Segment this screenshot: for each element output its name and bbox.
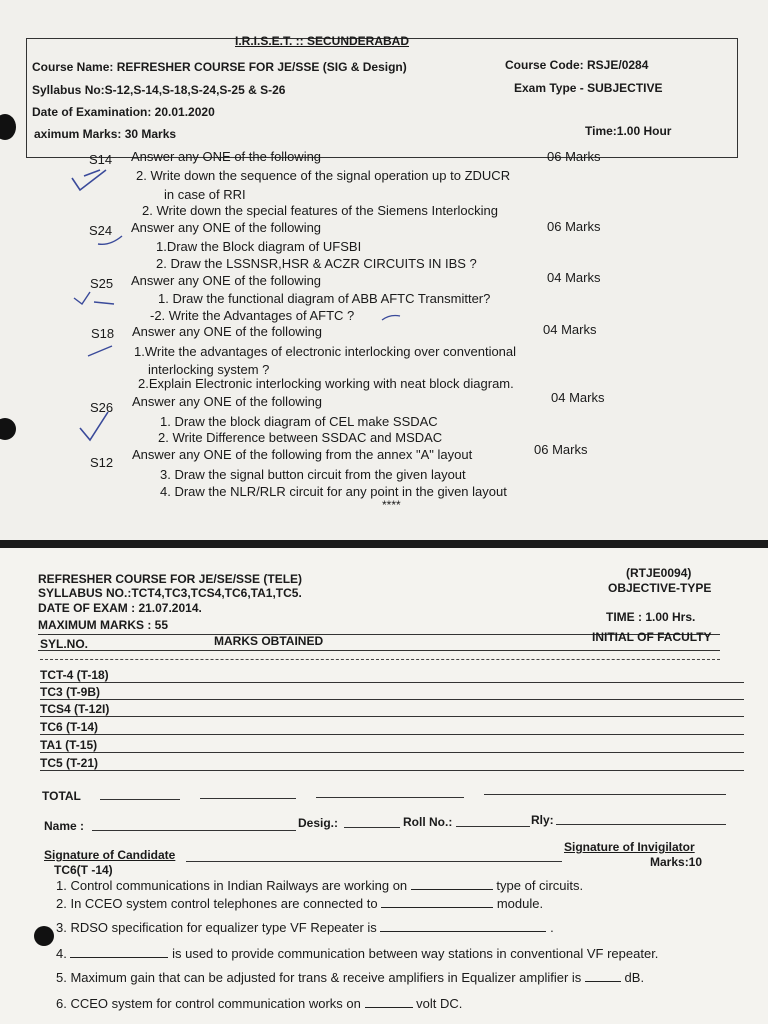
punch-hole [34,926,54,946]
roll-label: Roll No.: [403,815,453,829]
question: 3. Draw the signal button circuit from the given layout [160,467,466,482]
syllabus: Syllabus No:S-12,S-14,S-18,S-24,S-25 & S-26 [32,83,286,97]
question: -2. Write the Advantages of AFTC ? [150,308,355,323]
course-code: Course Code: RSJE/0284 [505,58,649,72]
tick-mark [380,312,402,324]
section-marks: 04 Marks [547,270,601,285]
table-row: TC3 (T-9B) [40,685,100,699]
section-code: S14 [89,152,113,167]
tick-mark [86,342,116,360]
institute-title: I.R.I.S.E.T. :: SECUNDERABAD [235,34,410,48]
section-title: TC6(T -14) [54,863,113,877]
punch-hole [0,114,16,140]
section-marks: 04 Marks [551,390,605,405]
question-1: 1. Control communications in Indian Railways are working on type of circuits. [56,878,584,893]
tick-mark [70,166,110,194]
section-instruction: Answer any ONE of the following [131,149,322,164]
section-marks: 06 Marks [547,149,601,164]
question-5: 5. Maximum gain that can be adjusted for trans & receive amplifiers in Equalizer amplifier is dB. [56,970,645,985]
section-code: S26 [90,400,114,415]
question: interlocking system ? [148,362,270,377]
tick-mark [78,410,110,442]
table-row: TC6 (T-14) [40,720,99,734]
section-instruction: Answer any ONE of the following [132,324,323,339]
section-instruction: Answer any ONE of the following from the annex "A" layout [132,447,473,462]
section-code: S24 [89,223,113,238]
end-mark: **** [382,498,401,512]
section-code: S12 [90,455,114,470]
question: 2. Write down the special features of the Siemens Interlocking [142,203,499,218]
section-code: S18 [91,326,115,341]
rly-label: Rly: [531,813,554,827]
exam-time: Time:1.00 Hour [585,124,672,138]
name-label: Name : [44,819,85,833]
col-syl-no: SYL.NO. [40,637,89,651]
course-title: REFRESHER COURSE FOR JE/SE/SSE (TELE) [38,572,303,586]
question-4: 4. is used to provide communication between way stations in conventional VF repeater. [56,946,659,961]
question: 1. Draw the block diagram of CEL make SSDAC [160,414,438,429]
question: 2.Explain Electronic interlocking working with neat block diagram. [138,376,514,391]
question: in case of RRI [164,187,246,202]
question-3: 3. RDSO specification for equalizer type VF Repeater is . [56,920,554,935]
question: 1.Draw the Block diagram of UFSBI [156,239,362,254]
section-marks: 04 Marks [543,322,597,337]
question: 2. Draw the LSSNSR,HSR & ACZR CIRCUITS IN IBS ? [156,256,477,271]
max-marks: MAXIMUM MARKS : 55 [38,618,169,632]
section-instruction: Answer any ONE of the following [131,273,322,288]
col-marks-obtained: MARKS OBTAINED [214,634,324,648]
course-code: (RTJE0094) [626,566,692,580]
signature-invigilator: Signature of Invigilator [564,840,695,854]
section-marks: 06 Marks [534,442,588,457]
question-2: 2. In CCEO system control telephones are connected to module. [56,896,544,911]
table-row: TA1 (T-15) [40,738,98,752]
section-instruction: Answer any ONE of the following [132,394,323,409]
table-row: TC5 (T-21) [40,756,99,770]
desig-label: Desig.: [298,816,339,830]
total-label: TOTAL [42,789,81,803]
col-initial-faculty: INITIAL OF FACULTY [592,630,712,644]
question: 1.Write the advantages of electronic interlocking over conventional [134,344,517,359]
question: 1. Draw the functional diagram of ABB AFTC Transmitter? [158,291,491,306]
table-row: TCT-4 (T-18) [40,668,109,682]
exam-type: Exam Type - SUBJECTIVE [514,81,663,95]
exam-paper-tele [0,548,768,1024]
syllabus: SYLLABUS NO.:TCT4,TC3,TCS4,TC6,TA1,TC5. [38,586,302,600]
exam-type: OBJECTIVE-TYPE [608,581,712,595]
exam-date: Date of Examination: 20.01.2020 [32,105,215,119]
section-marks: Marks:10 [650,855,703,869]
question-6: 6. CCEO system for control communication works on volt DC. [56,996,463,1011]
tick-mark [96,234,126,248]
tick-mark [70,288,118,310]
question: 4. Draw the NLR/RLR circuit for any point in the given layout [160,484,507,499]
exam-date: DATE OF EXAM : 21.07.2014. [38,601,202,615]
table-row: TCS4 (T-12I) [40,702,110,716]
course-name: Course Name: REFRESHER COURSE FOR JE/SSE (SIG & Design) [32,60,407,74]
punch-hole [0,418,16,440]
section-code: S25 [90,276,114,291]
section-instruction: Answer any ONE of the following [131,220,322,235]
exam-time: TIME : 1.00 Hrs. [606,610,696,624]
section-marks: 06 Marks [547,219,601,234]
question: 2. Write down the sequence of the signal operation up to ZDUCR [136,168,511,183]
question: 2. Write Difference between SSDAC and MSDAC [158,430,443,445]
max-marks: aximum Marks: 30 Marks [34,127,177,141]
signature-candidate: Signature of Candidate [44,848,176,862]
